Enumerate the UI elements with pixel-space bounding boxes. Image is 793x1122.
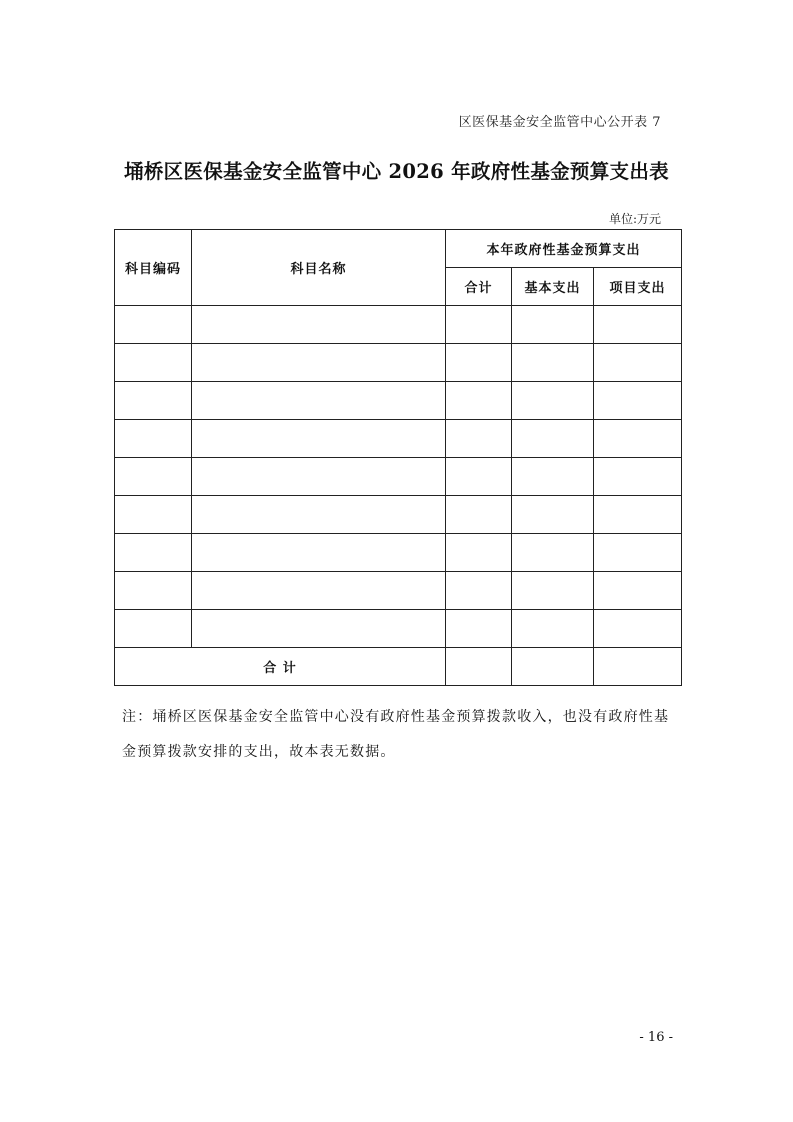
table-cell (446, 496, 512, 534)
table-cell (446, 306, 512, 344)
table-body (115, 306, 682, 648)
table-row (115, 572, 682, 610)
header-subject-code: 科目编码 (115, 230, 192, 306)
page-number: - 16 - (639, 1030, 673, 1045)
table-cell (594, 382, 682, 420)
table-row (115, 534, 682, 572)
table-cell (594, 610, 682, 648)
table-cell (446, 458, 512, 496)
table-cell (512, 344, 594, 382)
table-row (115, 496, 682, 534)
footnote: 注：埇桥区医保基金安全监管中心没有政府性基金预算拨款收入，也没有政府性基金预算拨款安排的支出，故本表无数据。 (122, 709, 670, 760)
table-cell (192, 306, 446, 344)
table-cell (512, 496, 594, 534)
table-row (115, 610, 682, 648)
budget-table (114, 229, 682, 686)
total-basic-cell (512, 648, 594, 686)
table-cell (192, 344, 446, 382)
table-row (115, 458, 682, 496)
total-project-cell (594, 648, 682, 686)
table-cell (512, 610, 594, 648)
table-cell (115, 496, 192, 534)
table-cell (115, 534, 192, 572)
table-cell (115, 344, 192, 382)
total-label: 合 计 (115, 648, 446, 686)
table-row (115, 306, 682, 344)
table-cell (512, 572, 594, 610)
table-cell (192, 572, 446, 610)
table-cell (115, 610, 192, 648)
table-row (115, 382, 682, 420)
table-cell (446, 534, 512, 572)
table-cell (594, 534, 682, 572)
table-cell (594, 572, 682, 610)
document-title: 埇桥区医保基金安全监管中心 2026 年政府性基金预算支出表 (124, 160, 669, 183)
table-cell (512, 306, 594, 344)
table-cell (192, 534, 446, 572)
table-cell (512, 534, 594, 572)
table-cell (446, 344, 512, 382)
header-basic-expenditure: 基本支出 (512, 268, 594, 306)
table-cell (192, 610, 446, 648)
table-cell (192, 382, 446, 420)
unit-label: 单位:万元 (608, 212, 661, 226)
table-cell (594, 496, 682, 534)
total-cell (446, 648, 512, 686)
header-project-expenditure: 项目支出 (594, 268, 682, 306)
table-cell (594, 344, 682, 382)
table-cell (512, 420, 594, 458)
table-row (115, 344, 682, 382)
table-cell (192, 420, 446, 458)
table-cell (115, 572, 192, 610)
table-cell (594, 420, 682, 458)
table-cell (446, 610, 512, 648)
table-cell (594, 306, 682, 344)
table-total-row (115, 648, 682, 686)
table-cell (192, 458, 446, 496)
table-cell (446, 382, 512, 420)
table-cell (115, 420, 192, 458)
table-cell (512, 382, 594, 420)
table-cell (512, 458, 594, 496)
table-cell (115, 458, 192, 496)
header-subject-name: 科目名称 (192, 230, 446, 306)
table-header-row (115, 230, 682, 268)
header-total: 合计 (446, 268, 512, 306)
header-note: 区医保基金安全监管中心公开表 7 (458, 115, 661, 130)
table-row (115, 420, 682, 458)
table-cell (115, 306, 192, 344)
table-cell (192, 496, 446, 534)
table-cell (446, 420, 512, 458)
table-cell (446, 572, 512, 610)
table-cell (594, 458, 682, 496)
table-cell (115, 382, 192, 420)
header-fund-expenditure: 本年政府性基金预算支出 (446, 230, 682, 268)
